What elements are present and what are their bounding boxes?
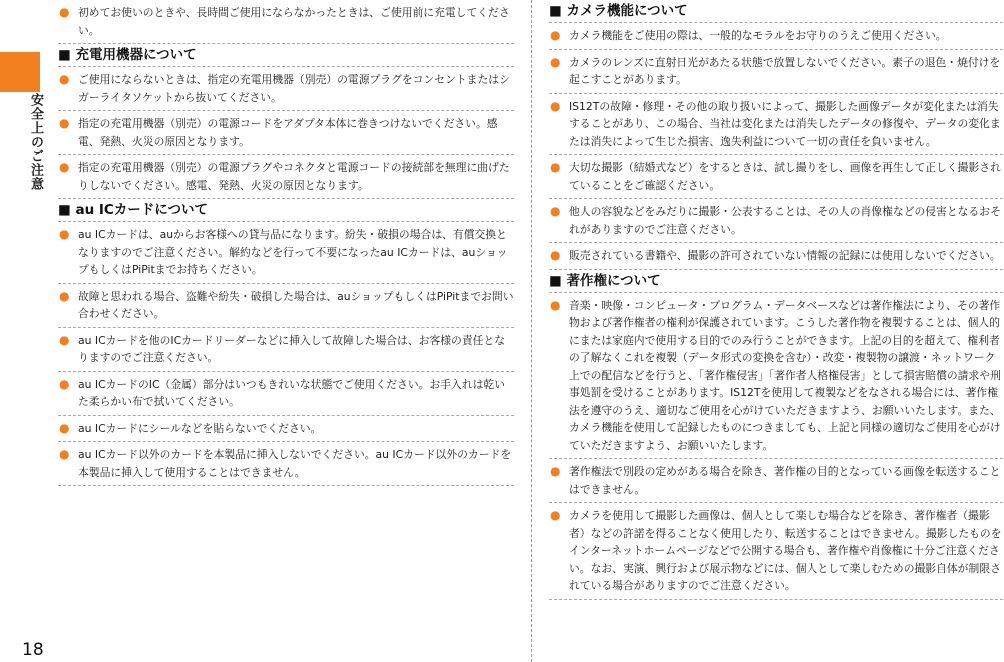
bullet-icon: ● — [550, 248, 561, 262]
list-item: ● 著作権法で別段の定めがある場合を除き、著作権の目的となっている画像を転送することはできません。 — [549, 459, 1003, 503]
au-ic-list — [58, 222, 514, 486]
bullet-icon: ● — [550, 297, 561, 312]
list-item: ● au ICカードを他のICカードリーダーなどに挿入して故障した場合は、お客様の責任となりますのでご注意ください。 — [58, 328, 514, 372]
bullet-icon: ● — [550, 204, 561, 218]
copyright-list — [549, 293, 1003, 600]
list-item: ● au ICカードのIC（金属）部分はいつもきれいな状態でご使用ください。お手入れは乾いた柔らかい布で拭いてください。 — [58, 372, 514, 416]
bullet-icon: ● — [550, 98, 561, 113]
bullet-icon: ● — [550, 160, 561, 174]
bullet-icon: ● — [550, 508, 561, 522]
bullet-icon: ● — [550, 28, 561, 42]
right-column — [549, 0, 1003, 600]
list-item: ● 他人の容貌などをみだりに撮影・公表することは、その人の肖像権などの侵害となるおそれがありますのでご注意ください。 — [549, 199, 1003, 243]
bullet-icon: ● — [59, 376, 70, 391]
list-item: ● カメラのレンズに直射日光があたる状態で放置しないでください。素子の退色・焼付けを起こすことがあります。 — [549, 50, 1003, 94]
list-item: ● 故障と思われる場合、盗難や紛失・破損した場合は、auショップもしくはPiPitまでお問い合わせください。 — [58, 284, 514, 328]
section-heading-camera: ■ カメラ機能について — [549, 0, 1003, 23]
bullet-icon: ● — [59, 288, 70, 303]
list-item: ● au ICカードにシールなどを貼らないでください。 — [58, 416, 514, 443]
bullet-icon: ● — [59, 420, 70, 435]
list-item: ● 大切な撮影（結婚式など）をするときは、試し撮りをし、画像を再生して正しく撮影されていることをご確認ください。 — [549, 155, 1003, 199]
page-number: 18 — [22, 640, 44, 660]
bullet-icon: ● — [59, 5, 70, 19]
section-heading-copyright: ■ 著作権について — [549, 270, 1003, 293]
list-item: ● カメラを使用して撮影した画像は、個人として楽しむ場合などを除き、著作権者（撮影者）などの許諾を得ることなく使用したり、転送することはできません。撮影したものをインターネットホームページなどで公開する場合も、著作権や肖像権に十分ご注意ください。なお、実演、興行および展示物などには、個人として楽しむための撮影自体が制限されている場合がありますのでご注意ください。 — [549, 503, 1003, 600]
bullet-icon: ● — [59, 116, 70, 130]
list-item: ● 指定の充電用機器（別売）の電源プラグやコネクタと電源コードの接続部を無理に曲げたりしないでください。感電、発熱、火災の原因となります。 — [58, 155, 514, 199]
list-item: ● ご使用にならないときは、指定の充電用機器（別売）の電源プラグをコンセントまたはシガーライタソケットから抜いてください。 — [58, 67, 514, 111]
left-top-list — [58, 0, 514, 44]
list-item: ● 販売されている書籍や、撮影の許可されていない情報の記録には使用しないでください。 — [549, 243, 1003, 270]
bullet-icon: ● — [59, 227, 70, 241]
side-section-label: 安全上のご注意 — [28, 93, 43, 191]
list-item: ● IS12Tの故障・修理・その他の取り扱いによって、撮影した画像データが変化または消失することがあり、この場合、当社は変化または消失したデータの修復や、データの変化または消失によって生じた損害、逸失利益について一切の責任を負いません。 — [549, 94, 1003, 156]
left-column — [58, 0, 514, 486]
section-heading-charger: ■ 充電用機器について — [58, 44, 514, 67]
list-item: ● au ICカードは、auからお客様への貸与品になります。紛失・破損の場合は、有償交換となりますのでご注意ください。解約などを行って不要になったau ICカードは、auショップもしくはPiPitまでお持ちください。 — [58, 222, 514, 284]
list-item: ● 音楽・映像・コンピュータ・プログラム・データベースなどは著作権法により、その著作物および著作権者の権利が保護されています。こうした著作物を複製することは、個人的にまたは家庭内で使用する目的でのみ行うことができます。上記の目的を超えて、権利者の了解なくこれを複製（データ形式の変換を含む）・改変・複製物の譲渡・ネットワーク上での配信などを行うと、「著作権侵害」「著作者人格権侵害」として損害賠償の請求や刑事処罰を受けることがあります。IS12Tを使用して複製などをなされる場合には、著作権法を遵守のうえ、適切なご使用を心がけていただきますよう、お願いいたします。また、カメラ機能を使用して記録したものにつきましても、上記と同様の適切なご使用を心がけていただきますよう、お願いいたします。 — [549, 293, 1003, 460]
list-item: ● au ICカード以外のカードを本製品に挿入しないでください。au ICカード以外のカードを本製品に挿入して使用することはできません。 — [58, 442, 514, 486]
bullet-icon: ● — [550, 54, 561, 69]
section-heading-au-ic-card: ■ au ICカードについて — [58, 199, 514, 222]
list-item: ● カメラ機能をご使用の際は、一般的なモラルをお守りのうえご使用ください。 — [549, 23, 1003, 50]
bullet-icon: ● — [550, 464, 561, 478]
camera-list — [549, 23, 1003, 270]
bullet-icon: ● — [59, 72, 70, 86]
bullet-icon: ● — [59, 447, 70, 461]
bullet-icon: ● — [59, 160, 70, 174]
column-divider — [531, 0, 532, 662]
bullet-icon: ● — [59, 332, 70, 347]
section-tab-marker — [0, 52, 40, 92]
charger-list — [58, 67, 514, 199]
list-item: ● 指定の充電用機器（別売）の電源コードをアダプタ本体に巻きつけないでください。感電、発熱、火災の原因となります。 — [58, 111, 514, 155]
list-item: ● 初めてお使いのときや、長時間ご使用にならなかったときは、ご使用前に充電してください。 — [58, 0, 514, 44]
